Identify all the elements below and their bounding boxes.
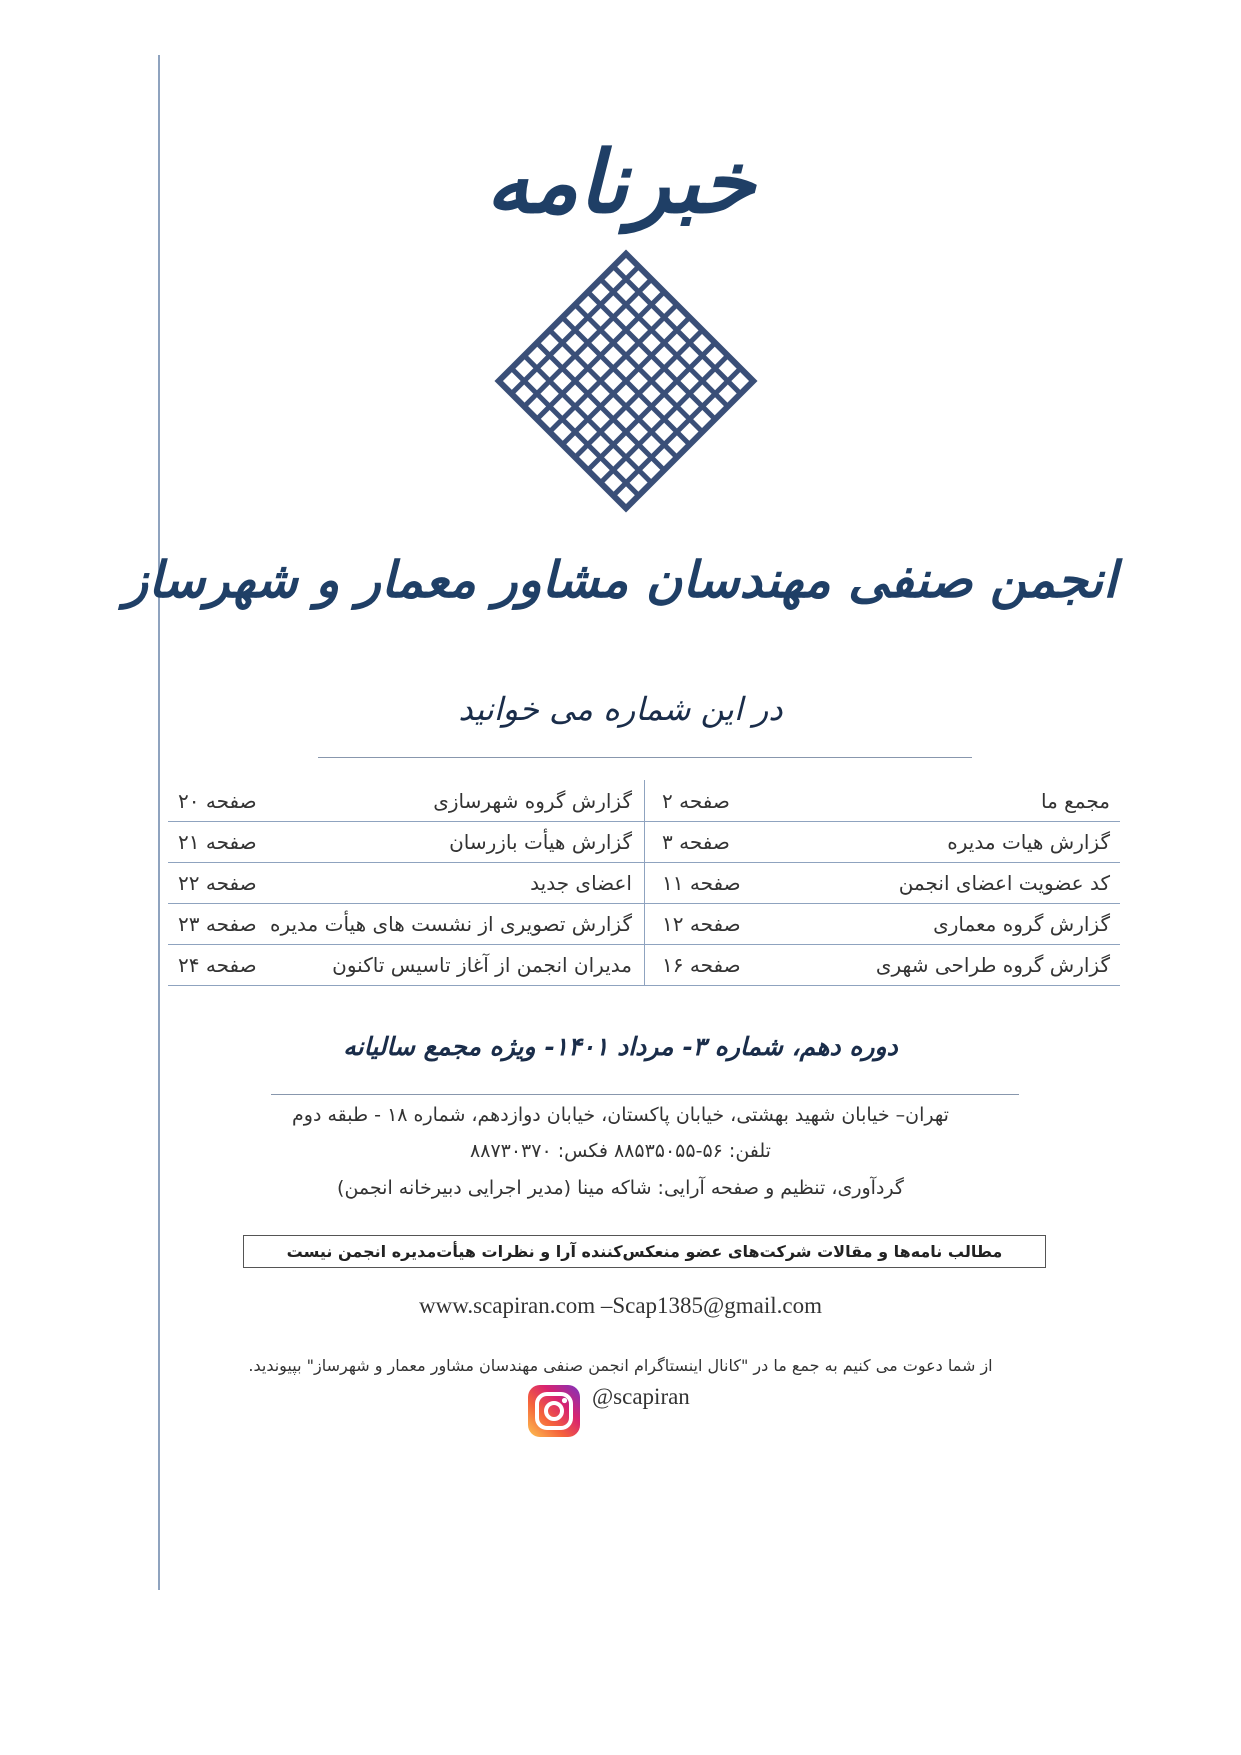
organization-name: انجمن صنفی مهندسان مشاور معمار و شهرساز (123, 550, 1118, 609)
toc-item-page[interactable]: صفحه ۱۲ (662, 912, 741, 936)
toc-item-title[interactable]: گزارش تصویری از نشست های هیأت مدیره (269, 912, 632, 936)
toc-item-page[interactable]: صفحه ۳ (662, 830, 730, 854)
toc-item-page[interactable]: صفحه ۲۴ (178, 953, 257, 977)
instagram-icon[interactable] (528, 1385, 580, 1437)
credits: گردآوری، تنظیم و صفحه آرایی: شاکه مینا (مدیر اجرایی دبیرخانه انجمن) (337, 1177, 904, 1199)
lattice-logo (493, 248, 759, 514)
toc-item-title[interactable]: مجمع ما (1041, 789, 1110, 813)
toc-item-title[interactable]: اعضای جدید (530, 871, 632, 895)
toc-item-title[interactable]: گزارش هیات مدیره (947, 830, 1110, 854)
toc-item-title[interactable]: گزارش گروه شهرسازی (433, 789, 632, 813)
issue-rule (271, 1094, 1019, 1095)
toc-bottom-rule (168, 985, 1120, 986)
instagram-handle[interactable]: @scapiran (592, 1384, 690, 1409)
toc-heading: در این شماره می خوانید (458, 690, 783, 728)
toc-item-page[interactable]: صفحه ۲۱ (178, 830, 257, 854)
toc-item-title[interactable]: گزارش هیأت بازرسان (449, 830, 632, 854)
instagram-invite: از شما دعوت می کنیم به جمع ما در "کانال اینستاگرام انجمن صنفی مهندسان مشاور معمار و شهرساز" بپیوندید. (248, 1356, 993, 1375)
toc-item-page[interactable]: صفحه ۱۶ (662, 953, 741, 977)
toc-item-page[interactable]: صفحه ۱۱ (662, 871, 741, 895)
toc-item-title[interactable]: کد عضویت اعضای انجمن (898, 871, 1110, 895)
issue-label: دوره دهم، شماره ۳- مرداد ۱۴۰۱- ویژه مجمع سالیانه (343, 1032, 898, 1061)
phone-fax: تلفن: ۵۶-۸۸۵۳۵۰۵۵ فکس: ۸۸۷۳۰۳۷۰ (470, 1140, 771, 1162)
toc-item-page[interactable]: صفحه ۲۰ (178, 789, 257, 813)
address: تهران– خیابان شهید بهشتی، خیابان پاکستان، خیابان دوازدهم، شماره ۱۸ - طبقه دوم (292, 1104, 949, 1126)
website-email[interactable]: www.scapiran.com –Scap1385@gmail.com (419, 1293, 822, 1318)
toc-item-page[interactable]: صفحه ۲ (662, 789, 730, 813)
toc-item-title[interactable]: گزارش گروه معماری (933, 912, 1110, 936)
toc-item-title[interactable]: مدیران انجمن از آغاز تاسیس تاکنون (332, 953, 632, 977)
toc-item-title[interactable]: گزارش گروه طراحی شهری (875, 953, 1110, 977)
table-of-contents (168, 780, 1120, 986)
toc-column-divider (644, 780, 645, 986)
disclaimer-notice: مطالب نامه‌ها و مقالات شرکت‌های عضو منعکس‌کننده آرا و نظرات هیأت‌مدیره انجمن نیست (243, 1235, 1046, 1268)
toc-heading-rule (318, 757, 972, 758)
toc-item-page[interactable]: صفحه ۲۳ (178, 912, 257, 936)
toc-item-page[interactable]: صفحه ۲۲ (178, 871, 257, 895)
newsletter-title: خبرنامه (486, 132, 755, 233)
